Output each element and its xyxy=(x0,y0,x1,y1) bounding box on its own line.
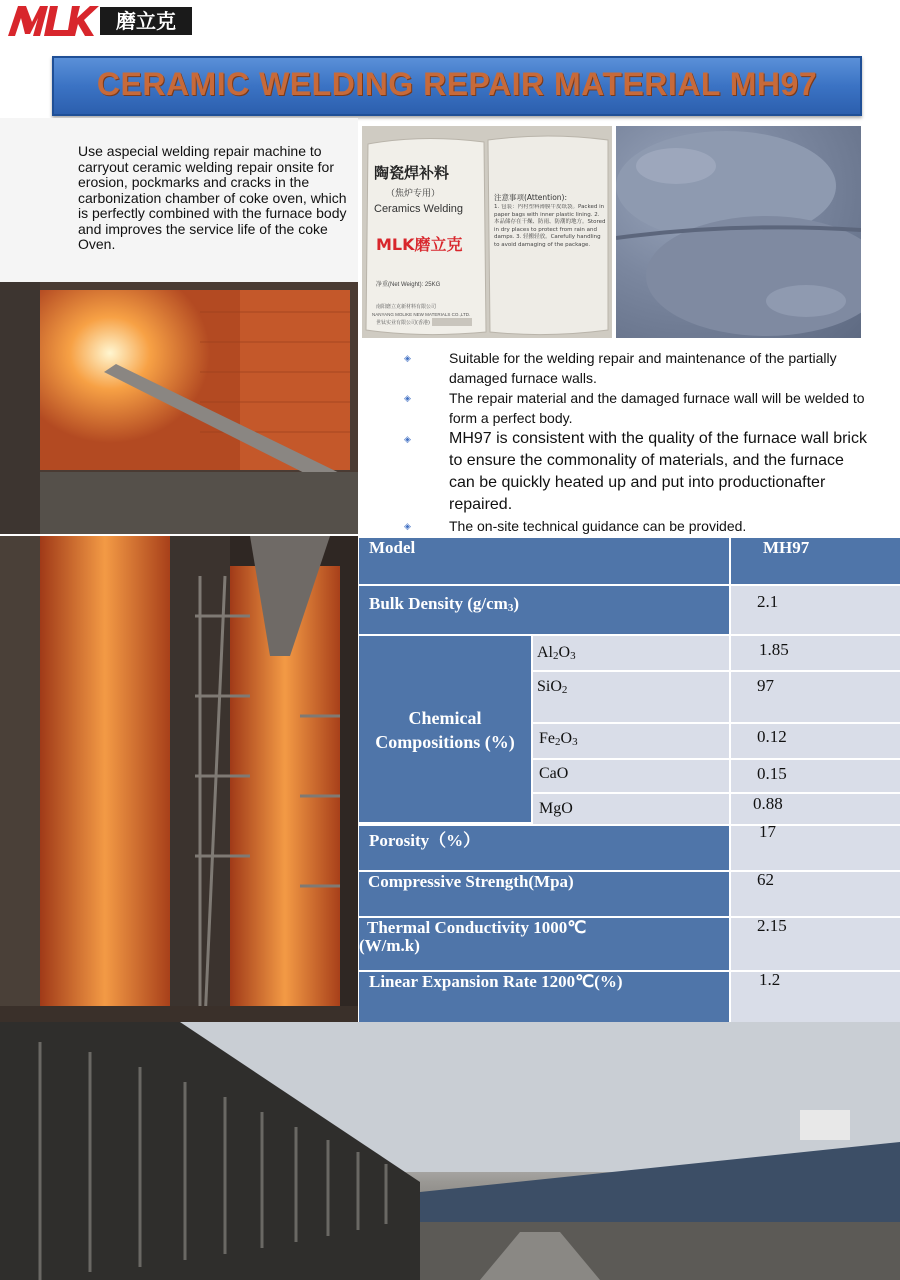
diamond-bullet-icon: ◈ xyxy=(404,393,411,403)
chem-row-value: 1.85 xyxy=(729,636,900,672)
furnace-welding-photo xyxy=(0,282,358,534)
intro-paragraph: Use aspecial welding repair machine to carryout ceramic welding repair onsite for erosion, pockmarks and cracks in the carbonization chamber of coke oven, which is perfectly combined with the furnace body and improves the service life of the coke Oven. xyxy=(78,143,347,252)
table-row-value: 1.2 xyxy=(729,972,900,1022)
chem-row-name: $Fe_2O_3$ xyxy=(531,724,729,760)
chemical-compositions-label: Chemical Compositions (%) xyxy=(359,636,531,824)
diamond-bullet-icon: ◈ xyxy=(404,521,411,531)
bag-maker-cn: 南阳磨立克新材料有限公司 xyxy=(376,304,437,310)
feature-bullet xyxy=(398,388,868,428)
chem-row-name: MgO xyxy=(531,794,729,826)
table-row-label: Model xyxy=(359,538,729,586)
table-row-label: Bulk Density $(g/cm_3)$ xyxy=(359,586,729,636)
furnace-chamber-illustration xyxy=(0,536,358,1022)
chem-row-value: 0.12 xyxy=(729,724,900,760)
powder-texture xyxy=(616,126,861,338)
logo-chinese-text: 磨立克 xyxy=(100,7,192,35)
diamond-bullet-icon: ◈ xyxy=(404,434,411,444)
mlk-logo-mark xyxy=(8,4,100,38)
powder-photo xyxy=(616,126,861,338)
chem-row-value: 0.88 xyxy=(729,794,900,826)
bag-weight: 净重(Net Weight): 25KG xyxy=(376,282,441,288)
product-bags-illustration xyxy=(362,126,612,338)
feature-bullet-text: Suitable for the welding repair and maintenance of the partially damaged furnace walls. xyxy=(449,350,837,386)
feature-bullet xyxy=(398,516,868,536)
bag-en-title: Ceramics Welding xyxy=(374,203,464,215)
bag-notes: 1. 包装：内衬塑料薄膜牛皮纸袋。Packed in paper bags with inner plastic lining. 2. 本品储存在干燥、防雨、防潮的地方。Stored in dry places to protect from rain and damps. 3. 轻搬轻放。Carefully handling to avoid damaging of the package. xyxy=(494,204,606,248)
table-row-value: 2.15 xyxy=(729,918,900,972)
title-banner xyxy=(52,56,862,116)
chem-row-name: $Al_2O_3$ xyxy=(531,636,729,672)
bag-maker-en: NANYANG MOLIKE NEW MATERIALS CO.,LTD. xyxy=(372,312,471,317)
chem-row-value: 97 xyxy=(729,672,900,724)
feature-bullet xyxy=(398,348,868,388)
feature-bullet-text: The on-site technical guidance can be provided. xyxy=(449,518,747,534)
table-row-label: Porosity（%） xyxy=(359,826,729,872)
table-row-value: 17 xyxy=(729,826,900,872)
table-row-label: Linear Expansion Rate 1200℃(%) xyxy=(359,972,729,1022)
bag-cn-sub: （焦炉专用） xyxy=(386,189,441,199)
bag-cn-title: 陶瓷焊补料 xyxy=(374,164,450,182)
product-bags-photo xyxy=(362,126,612,338)
bag-brand: MLK磨立克 xyxy=(376,235,463,254)
feature-bullet-text: MH97 is consistent with the quality of the furnace wall brick to ensure the commonality of materials, and the furnace can be quickly heated up and put into productionafter repaired. xyxy=(449,430,867,513)
intro-panel xyxy=(0,118,358,282)
model-value: MH97 xyxy=(729,538,900,586)
chem-row-name: CaO xyxy=(531,760,729,794)
feature-bullet-list xyxy=(398,348,868,536)
feature-bullet xyxy=(398,428,868,516)
coke-oven-plant-illustration xyxy=(0,1022,900,1280)
diamond-bullet-icon: ◈ xyxy=(404,353,411,363)
bag-attention: 注意事项(Attention): xyxy=(494,193,567,202)
furnace-chamber-photo xyxy=(0,536,358,1022)
spec-table xyxy=(359,538,900,1022)
table-row-label: Compressive Strength(Mpa) xyxy=(359,872,729,918)
table-row-value: 62 xyxy=(729,872,900,918)
page-title: CERAMIC WELDING REPAIR MATERIAL MH97 xyxy=(96,66,818,102)
chem-row-value: 0.15 xyxy=(729,760,900,794)
feature-bullet-text: The repair material and the damaged furnace wall will be welded to form a perfect body. xyxy=(449,390,865,426)
brand-logo xyxy=(8,4,188,38)
coke-oven-plant-photo xyxy=(0,1022,900,1280)
chem-row-name: SiO$_2$ xyxy=(531,672,729,724)
bag-agent: 世钛实业有限公司(香港) xyxy=(376,320,430,326)
furnace-welding-illustration xyxy=(0,282,358,534)
table-row-value: 2.1 xyxy=(729,586,900,636)
table-row-label: Thermal Conductivity 1000℃ (W/m.k) xyxy=(359,918,729,972)
